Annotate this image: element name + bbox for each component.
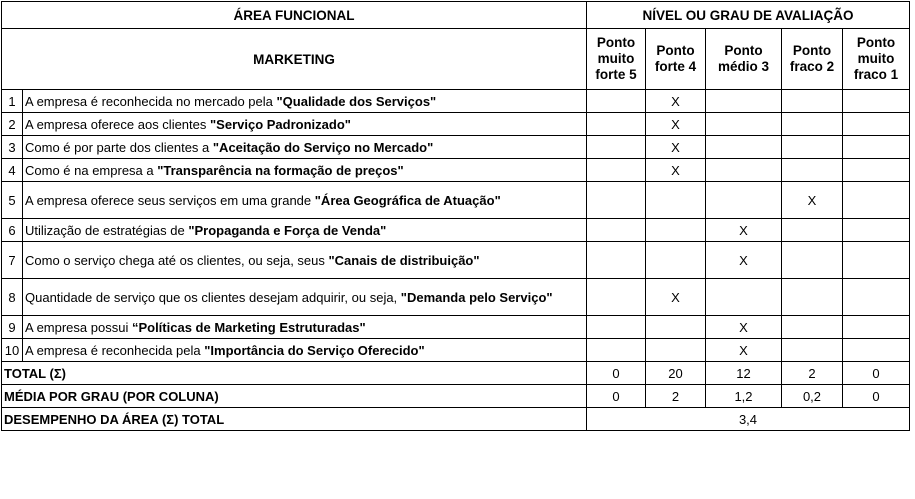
grade-cell-2: [782, 113, 843, 136]
row-description: [23, 279, 587, 316]
media-row: [2, 385, 910, 408]
grade-cell-1: [843, 339, 910, 362]
grade-cell-5: [587, 339, 646, 362]
grade-header-line: muito: [857, 51, 895, 66]
total-value-2: 2: [782, 362, 843, 385]
grade-header-line: fraco 2: [789, 59, 835, 74]
row-description: [23, 136, 587, 159]
grade-cell-1: [843, 219, 910, 242]
grade-cell-5: [587, 182, 646, 219]
grade-cell-4: [646, 242, 706, 279]
grade-cell-5: [587, 316, 646, 339]
row-text: A empresa possui: [25, 319, 132, 335]
grade-cell-5: [587, 219, 646, 242]
row-bold-text: "Canais de distribuição": [328, 252, 480, 268]
grade-header-line: Ponto: [596, 35, 636, 50]
grade-cell-3: [706, 279, 782, 316]
grade-header-2: [782, 29, 843, 90]
row-bold-text: "Aceitação do Serviço no Mercado": [212, 139, 434, 155]
grade-cell-5: [587, 242, 646, 279]
grade-cell-3: X: [706, 316, 782, 339]
grade-header-line: Ponto: [724, 43, 763, 58]
grade-cell-3: [706, 90, 782, 113]
row-description: [23, 219, 587, 242]
table-row: [2, 242, 910, 279]
row-text: Utilização de estratégias de: [25, 222, 189, 238]
grade-cell-3: [706, 159, 782, 182]
row-number: 3: [2, 136, 23, 159]
grade-header-1: [843, 29, 910, 90]
row-bold-text: "Qualidade dos Serviços": [276, 93, 437, 109]
grade-cell-4: [646, 219, 706, 242]
row-number: 9: [2, 316, 23, 339]
grade-header-line: muito: [597, 51, 635, 66]
row-number: 8: [2, 279, 23, 316]
grade-header-5: [587, 29, 646, 90]
grade-cell-1: [843, 159, 910, 182]
row-text: Como é na empresa a: [25, 162, 158, 178]
row-bold-text: "Área Geográfica de Atuação": [314, 192, 501, 208]
total-value-4: 20: [646, 362, 706, 385]
grade-cell-1: [843, 90, 910, 113]
row-text: A empresa oferece seus serviços em uma grande: [25, 192, 315, 208]
row-text: A empresa oferece aos clientes: [25, 116, 210, 132]
media-value-2: 0,2: [782, 385, 843, 408]
level-header: NÍVEL OU GRAU DE AVALIAÇÃO: [587, 2, 910, 29]
row-number: 1: [2, 90, 23, 113]
row-bold-text: “Políticas de Marketing Estruturadas": [131, 319, 366, 335]
row-bold-text: "Demanda pelo Serviço": [400, 289, 553, 305]
grade-header-line: Ponto: [656, 43, 695, 58]
grade-cell-4: X: [646, 90, 706, 113]
media-value-1: 0: [843, 385, 910, 408]
grade-cell-2: [782, 90, 843, 113]
row-description: [23, 113, 587, 136]
table-row: [2, 113, 910, 136]
header-row-2: [2, 29, 910, 90]
table-row: [2, 136, 910, 159]
grade-cell-2: [782, 339, 843, 362]
total-value-1: 0: [843, 362, 910, 385]
row-text: Como é por parte dos clientes a: [25, 139, 213, 155]
row-number: 7: [2, 242, 23, 279]
row-bold-text: "Importância do Serviço Oferecido": [204, 342, 425, 358]
evaluation-table: [1, 1, 910, 431]
row-description: [23, 316, 587, 339]
grade-cell-2: X: [782, 182, 843, 219]
grade-header-line: médio 3: [717, 59, 769, 74]
grade-cell-1: [843, 316, 910, 339]
grade-cell-4: X: [646, 136, 706, 159]
media-value-3: 1,2: [706, 385, 782, 408]
row-text: Como o serviço chega até os clientes, ou seja, seus: [25, 252, 329, 268]
row-number: 4: [2, 159, 23, 182]
row-description: [23, 159, 587, 182]
table-row: [2, 279, 910, 316]
grade-header-line: forte 5: [595, 67, 637, 82]
row-description: [23, 339, 587, 362]
row-description: [23, 242, 587, 279]
grade-cell-4: [646, 182, 706, 219]
grade-cell-2: [782, 242, 843, 279]
grade-header-4: [646, 29, 706, 90]
header-row-1: [2, 2, 910, 29]
desempenho-value: 3,4: [587, 408, 910, 431]
table-row: [2, 219, 910, 242]
row-bold-text: "Serviço Padronizado": [210, 116, 351, 132]
grade-cell-5: [587, 136, 646, 159]
grade-header-line: Ponto: [792, 43, 832, 58]
media-label: MÉDIA POR GRAU (POR COLUNA): [2, 385, 587, 408]
row-number: 5: [2, 182, 23, 219]
row-number: 10: [2, 339, 23, 362]
grade-cell-5: [587, 159, 646, 182]
grade-cell-1: [843, 182, 910, 219]
grade-cell-3: X: [706, 339, 782, 362]
media-value-4: 2: [646, 385, 706, 408]
row-text: Quantidade de serviço que os clientes desejam adquirir, ou seja,: [25, 289, 401, 305]
row-text: A empresa é reconhecida pela: [25, 342, 205, 358]
grade-cell-3: [706, 136, 782, 159]
grade-cell-1: [843, 113, 910, 136]
grade-header-line: fraco 1: [853, 67, 899, 82]
row-description: [23, 90, 587, 113]
row-number: 6: [2, 219, 23, 242]
row-description: [23, 182, 587, 219]
grade-cell-4: X: [646, 159, 706, 182]
grade-cell-5: [587, 90, 646, 113]
table-row: [2, 159, 910, 182]
row-bold-text: "Propaganda e Força de Venda": [188, 222, 387, 238]
grade-cell-2: [782, 219, 843, 242]
total-value-3: 12: [706, 362, 782, 385]
total-value-5: 0: [587, 362, 646, 385]
table-row: [2, 339, 910, 362]
grade-cell-4: [646, 316, 706, 339]
grade-cell-4: X: [646, 279, 706, 316]
grade-cell-2: [782, 279, 843, 316]
grade-header-line: Ponto: [856, 35, 896, 50]
row-text: A empresa é reconhecida no mercado pela: [25, 93, 277, 109]
grade-cell-1: [843, 136, 910, 159]
grade-cell-2: [782, 136, 843, 159]
row-bold-text: "Transparência na formação de preços": [157, 162, 404, 178]
grade-cell-1: [843, 279, 910, 316]
grade-cell-3: X: [706, 242, 782, 279]
grade-header-3: [706, 29, 782, 90]
total-label: TOTAL (Σ): [2, 362, 587, 385]
evaluation-table-container: [1, 1, 910, 431]
media-value-5: 0: [587, 385, 646, 408]
table-row: [2, 316, 910, 339]
grade-cell-2: [782, 159, 843, 182]
total-row: [2, 362, 910, 385]
grade-cell-2: [782, 316, 843, 339]
desempenho-row: [2, 408, 910, 431]
grade-cell-3: X: [706, 219, 782, 242]
grade-cell-1: [843, 242, 910, 279]
row-number: 2: [2, 113, 23, 136]
grade-cell-5: [587, 279, 646, 316]
grade-cell-5: [587, 113, 646, 136]
table-row: [2, 90, 910, 113]
grade-cell-4: [646, 339, 706, 362]
desempenho-label: DESEMPENHO DA ÁREA (Σ) TOTAL: [2, 408, 587, 431]
grade-cell-3: [706, 182, 782, 219]
grade-cell-4: X: [646, 113, 706, 136]
grade-cell-3: [706, 113, 782, 136]
grade-header-line: forte 4: [654, 59, 697, 74]
area-header: ÁREA FUNCIONAL: [2, 2, 587, 29]
area-name: MARKETING: [2, 29, 587, 90]
table-row: [2, 182, 910, 219]
